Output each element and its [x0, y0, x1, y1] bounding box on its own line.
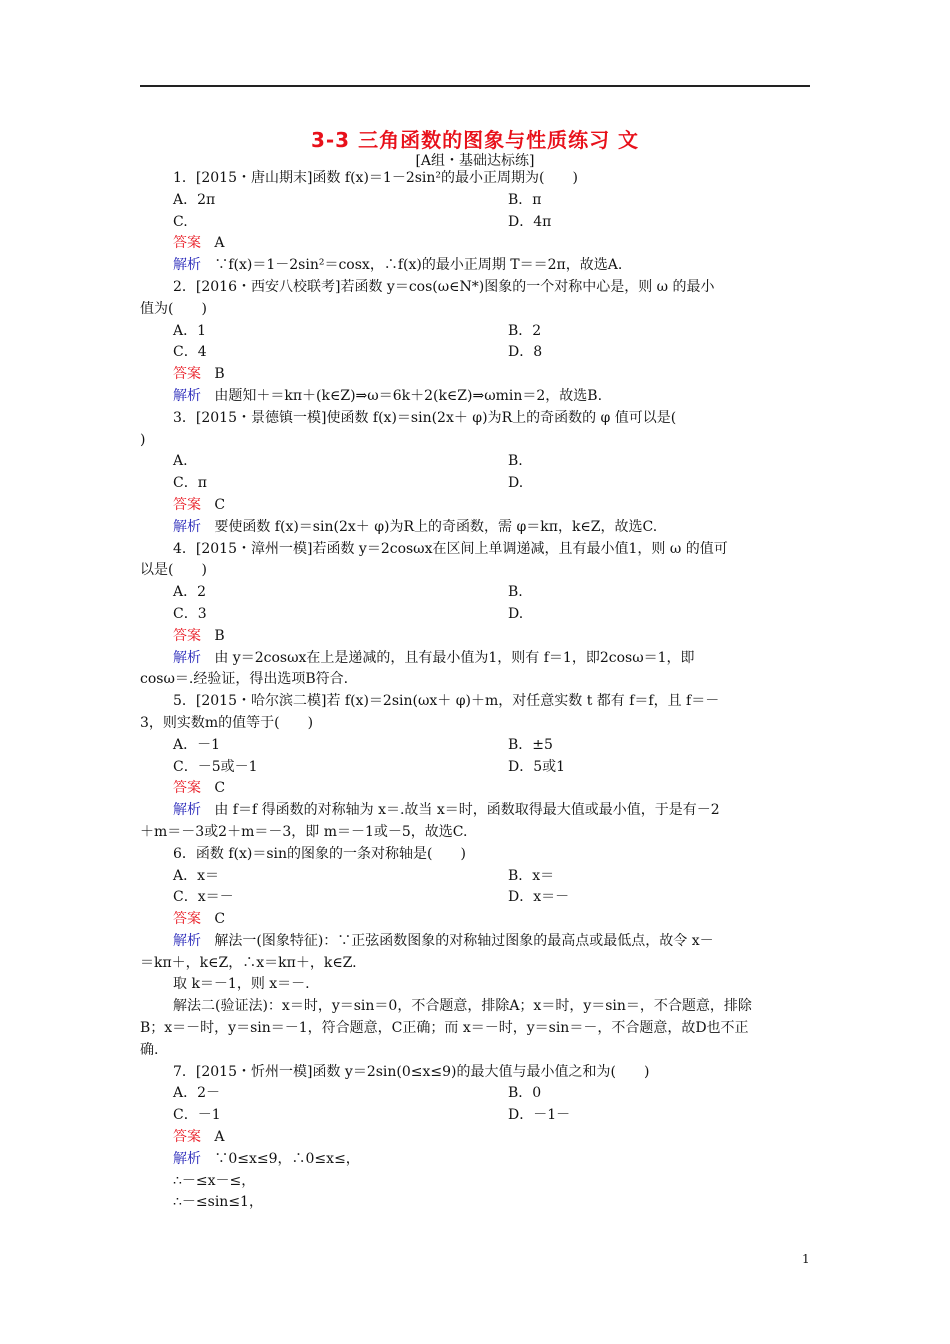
option-right: D．x＝－ — [508, 889, 570, 906]
answer-options-row — [140, 604, 810, 626]
analysis-text: ∵f(x)＝1－2sin²＝cosx，∴f(x)的最小正周期 T＝＝2π，故选A. — [214, 257, 623, 274]
option-right: D．4π — [508, 213, 552, 230]
text-line: 6．函数 f(x)＝sin的图象的一条对称轴是( ) — [173, 845, 466, 862]
option-left: C．x＝－ — [173, 889, 234, 906]
option-right: B．π — [508, 191, 542, 208]
top-rule — [140, 85, 810, 87]
option-right: D．5或1 — [508, 758, 566, 775]
text-line: 1．[2015・唐山期末]函数 f(x)＝1－2sin²的最小正周期为( ) — [173, 170, 578, 186]
answer-value: B — [214, 627, 225, 644]
analysis-label: 解析 — [173, 932, 201, 949]
answer-line — [140, 626, 810, 648]
option-left: C. — [173, 213, 188, 230]
document-body — [140, 168, 810, 1214]
continuation-line: 值为( ) — [140, 300, 207, 317]
answer-label: 答案 — [173, 366, 201, 383]
answer-options-row — [140, 342, 810, 364]
analysis-text: ∵0≤x≤9，∴0≤x≤， — [214, 1150, 360, 1167]
continuation-line: ＝kπ＋，k∈Z，∴x＝kπ＋，k∈Z. — [140, 954, 357, 971]
analysis-label: 解析 — [173, 1150, 201, 1167]
option-left: A．2 — [173, 584, 207, 601]
text-line: 7．[2015・忻州一模]函数 y＝2sin(0≤x≤9)的最大值与最小值之和为( ) — [173, 1063, 650, 1080]
text-line: 取 k＝－1，则 x＝－. — [173, 976, 310, 993]
text-line: 3．[2015・景德镇一模]使函数 f(x)＝sin(2x＋ φ)为R上的奇函数的 φ 值可以是( — [173, 409, 677, 426]
answer-line — [140, 909, 810, 931]
analysis-label: 解析 — [173, 257, 201, 274]
answer-options-row — [140, 190, 810, 212]
continuation-line: ＋m＝－3或2＋m＝－3，即 m＝－1或－5，故选C. — [140, 823, 468, 840]
answer-value: C — [214, 780, 226, 797]
analysis-text: 由 y＝2cosωx在上是递减的，且有最小值为1，则有 f＝1，即2cosω＝1，即 — [214, 649, 695, 666]
analysis-line — [140, 255, 810, 277]
analysis-text: 由题知＋＝kπ＋(k∈Z)⇒ω＝6k＋2(k∈Z)⇒ωmin＝2，故选B. — [214, 387, 603, 404]
analysis-text: 解法一(图象特征)：∵正弦函数图象的对称轴过图象的最高点或最低点，故令 x－ — [214, 932, 714, 949]
continuation-line: 确. — [140, 1041, 159, 1058]
analysis-line — [140, 386, 810, 408]
analysis-line — [140, 648, 810, 670]
text-line: ∴－≤sin≤1， — [173, 1194, 263, 1211]
analysis-line — [140, 1149, 810, 1171]
answer-value: C — [214, 911, 226, 928]
answer-label: 答案 — [173, 627, 201, 644]
analysis-text: 由 f＝f 得函数的对称轴为 x＝.故当 x＝时，函数取得最大值或最小值，于是有－2 — [214, 802, 720, 819]
answer-options-row — [140, 866, 810, 888]
answer-label: 答案 — [173, 911, 201, 928]
option-left: A．x＝ — [173, 867, 220, 884]
answer-options-row — [140, 321, 810, 343]
answer-line — [140, 495, 810, 517]
option-left: A．2－ — [173, 1085, 221, 1102]
answer-options-row — [140, 887, 810, 909]
option-left: C．3 — [173, 605, 207, 622]
continuation-line: B；x＝－时，y＝sin＝－1，符合题意，C正确；而 x＝－时，y＝sin＝－，不合题意，故D也不正 — [140, 1020, 749, 1037]
answer-options-row — [140, 757, 810, 779]
answer-line — [140, 233, 810, 255]
answer-line — [140, 364, 810, 386]
answer-value: A — [214, 235, 225, 252]
option-right: B. — [508, 584, 523, 601]
option-left: C．－5或－1 — [173, 758, 258, 775]
analysis-line — [140, 800, 810, 822]
answer-value: C — [214, 496, 226, 513]
answer-options-row — [140, 1105, 810, 1127]
answer-options-row — [140, 582, 810, 604]
option-left: C．4 — [173, 344, 207, 361]
page-title: 3-3 三角函数的图象与性质练习 文 — [310, 128, 640, 152]
option-right: B．0 — [508, 1085, 542, 1102]
continuation-line: ) — [140, 431, 146, 448]
analysis-text: 要使函数 f(x)＝sin(2x＋ φ)为R上的奇函数，需 φ＝kπ，k∈Z，故选C. — [214, 518, 658, 535]
option-left: A．2π — [173, 191, 216, 208]
answer-line — [140, 778, 810, 800]
section-heading: [A组・基础达标练] — [415, 153, 535, 169]
option-right: B．±5 — [508, 736, 553, 753]
continuation-line: 以是( ) — [140, 562, 207, 579]
text-line: 4．[2015・漳州一模]若函数 y＝2cosωx在区间上单调递减，且有最小值1，则 ω 的值可 — [173, 540, 728, 557]
option-left: C．－1 — [173, 1107, 221, 1124]
analysis-label: 解析 — [173, 649, 201, 666]
answer-label: 答案 — [173, 1129, 201, 1146]
option-right: D. — [508, 605, 524, 622]
option-right: B．2 — [508, 322, 542, 339]
answer-value: A — [214, 1129, 225, 1146]
answer-options-row — [140, 451, 810, 473]
option-right: B. — [508, 453, 523, 470]
option-left: A．1 — [173, 322, 207, 339]
analysis-line — [140, 517, 810, 539]
text-line: 解法二(验证法)：x＝时，y＝sin＝0，不合题意，排除A；x＝时，y＝sin＝，不合题意，排除 — [173, 998, 752, 1015]
answer-options-row — [140, 1083, 810, 1105]
analysis-label: 解析 — [173, 518, 201, 535]
option-right: D. — [508, 475, 524, 492]
continuation-line: cosω＝.经验证，得出选项B符合. — [140, 671, 349, 688]
text-line: ∴－≤x－≤， — [173, 1172, 256, 1189]
answer-options-row — [140, 735, 810, 757]
answer-options-row — [140, 212, 810, 234]
page-number: 1 — [802, 1252, 810, 1266]
continuation-line: 3，则实数m的值等于( ) — [140, 714, 314, 731]
answer-label: 答案 — [173, 496, 201, 513]
option-left: C．π — [173, 475, 207, 492]
option-right: B．x＝ — [508, 867, 555, 884]
text-line: 2．[2016・西安八校联考]若函数 y＝cos(ω∈N*)图象的一个对称中心是，则 ω 的最小 — [173, 278, 715, 295]
answer-line — [140, 1127, 810, 1149]
option-right: D．－1－ — [508, 1107, 571, 1124]
analysis-label: 解析 — [173, 387, 201, 404]
answer-value: B — [214, 366, 225, 383]
answer-options-row — [140, 473, 810, 495]
option-left: A. — [173, 453, 188, 470]
answer-label: 答案 — [173, 780, 201, 797]
option-right: D．8 — [508, 344, 543, 361]
analysis-label: 解析 — [173, 802, 201, 819]
answer-label: 答案 — [173, 235, 201, 252]
analysis-line — [140, 931, 810, 953]
text-line: 5．[2015・哈尔滨二模]若 f(x)＝2sin(ωx＋ φ)＋m，对任意实数 t 都有 f＝f，且 f＝－ — [173, 693, 720, 710]
option-left: A．－1 — [173, 736, 221, 753]
